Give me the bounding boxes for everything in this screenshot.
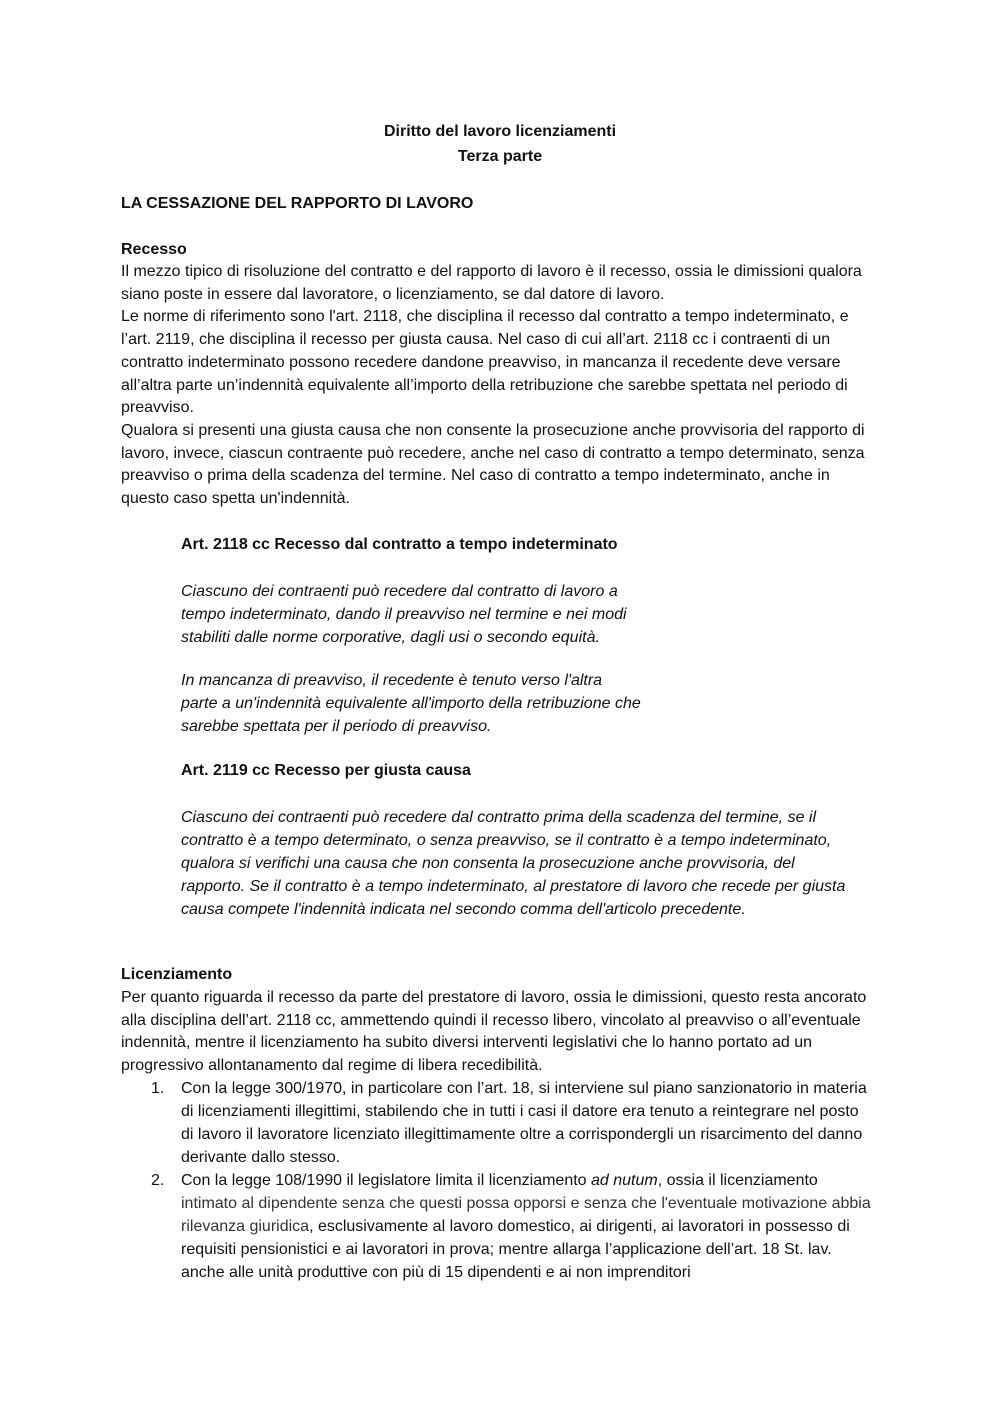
list-item-text-part: Con la legge 108/1990 il legislatore limita il licenziamento [181, 1172, 592, 1189]
list-item-number: 1. [151, 1080, 165, 1097]
art2119-heading: Art. 2119 cc Recesso per giusta causa [181, 762, 471, 779]
art2118-comma2: In mancanza di preavviso, il recedente è tenuto verso l'altra parte a un'indennità equivalente all'importo della retribuzione che sarebbe spettata per il periodo di preavviso. [181, 672, 641, 735]
licenziamento-paragraph: Per quanto riguarda il recesso da parte del prestatore di lavoro, ossia le dimissioni, questo resta ancorato alla disciplina dell’art. 2118 cc, ammettendo quindi il recesso libero, vincolato al preavviso o all’eventuale indennità, mentre il licenziamento ha subito diversi interventi legislativi che lo hanno portato ad un progressivo allontanamento dal regime di libera recedibilità. [121, 989, 867, 1075]
section-title: LA CESSAZIONE DEL RAPPORTO DI LAVORO [121, 195, 474, 212]
list-item-text: Con la legge 300/1970, in particolare con l’art. 18, si interviene sul piano sanzionatorio in materia di licenziamenti illegittimi, stabilendo che in tutti i casi il datore era tenuto a reintegrare nel posto di lavoro il lavoratore licenziato illegittimamente oltre a corrispondergli un risarcimento del danno derivante dallo stesso. [181, 1080, 867, 1166]
list-item-number: 2. [151, 1172, 165, 1189]
art2118-comma1: Ciascuno dei contraenti può recedere dal contratto di lavoro a tempo indeterminato, dando il preavviso nel termine e nei modi stabiliti dalle norme corporative, dagli usi o secondo equità. [181, 583, 627, 646]
list-item-text [181, 1169, 871, 1284]
licenziamento-heading: Licenziamento [121, 966, 233, 983]
document-subtitle: Terza parte [457, 148, 543, 165]
art2119-comma1: Ciascuno dei contraenti può recedere dal contratto prima della scadenza del termine, se il contratto è a tempo determinato, o senza preavviso, se il contratto è a tempo indeterminato, qualora si verifichi una causa che non consenta la prosecuzione anche provvisoria, del rapporto. Se il contratto è a tempo indeterminato, al prestatore di lavoro che recede per giusta causa compete l'indennità indicata nel secondo comma dell'articolo precedente. [181, 809, 846, 918]
list-item-italic-term: ad nutum [591, 1172, 658, 1189]
art2118-heading: Art. 2118 cc Recesso dal contratto a tempo indeterminato [181, 536, 618, 553]
list-item-text-part: , ossia il licenziamento [657, 1172, 818, 1189]
recesso-paragraph: Il mezzo tipico di risoluzione del contratto e del rapporto di lavoro è il recesso, ossia le dimissioni qualora siano poste in essere dal lavoratore, o licenziamento, se dal datore di lavoro. Le norme di riferimento sono l'art. 2118, che disciplina il recesso dal contratto a tempo indeterminato, e l’art. 2119, che disciplina il recesso per giusta causa. Nel caso di cui all’art. 2118 cc i contraenti di un contratto indeterminato possono recedere dandone preavviso, in mancanza il recedente deve versare all’altra parte un’indennità equivalente all’importo della retribuzione che sarebbe spettata nel periodo di preavviso. Qualora si presenti una giusta causa che non consente la prosecuzione anche provvisoria del rapporto di lavoro, invece, ciascun contraente può recedere, anche nel caso di contratto a tempo determinato, senza preavviso o prima della scadenza del termine. Nel caso di contratto a tempo indeterminato, anche in questo caso spetta un'indennità. [121, 263, 865, 508]
recesso-heading: Recesso [121, 241, 187, 258]
list-item-definition: intimato al dipendente senza che questi possa opporsi e senza che l'eventuale motivazione abbia rilevanza giuridica [181, 1195, 871, 1235]
document-title: Diritto del lavoro licenziamenti [383, 123, 617, 140]
list-item-text-part: , esclusivamente al lavoro domestico, ai dirigenti, ai lavoratori in possesso di requisiti pensionistici e ai lavoratori in prova; mentre allarga l’applicazione dell’art. 18 St. lav. anche alle unità produttive con più di 15 dipendenti e ai non imprenditori [181, 1218, 850, 1281]
